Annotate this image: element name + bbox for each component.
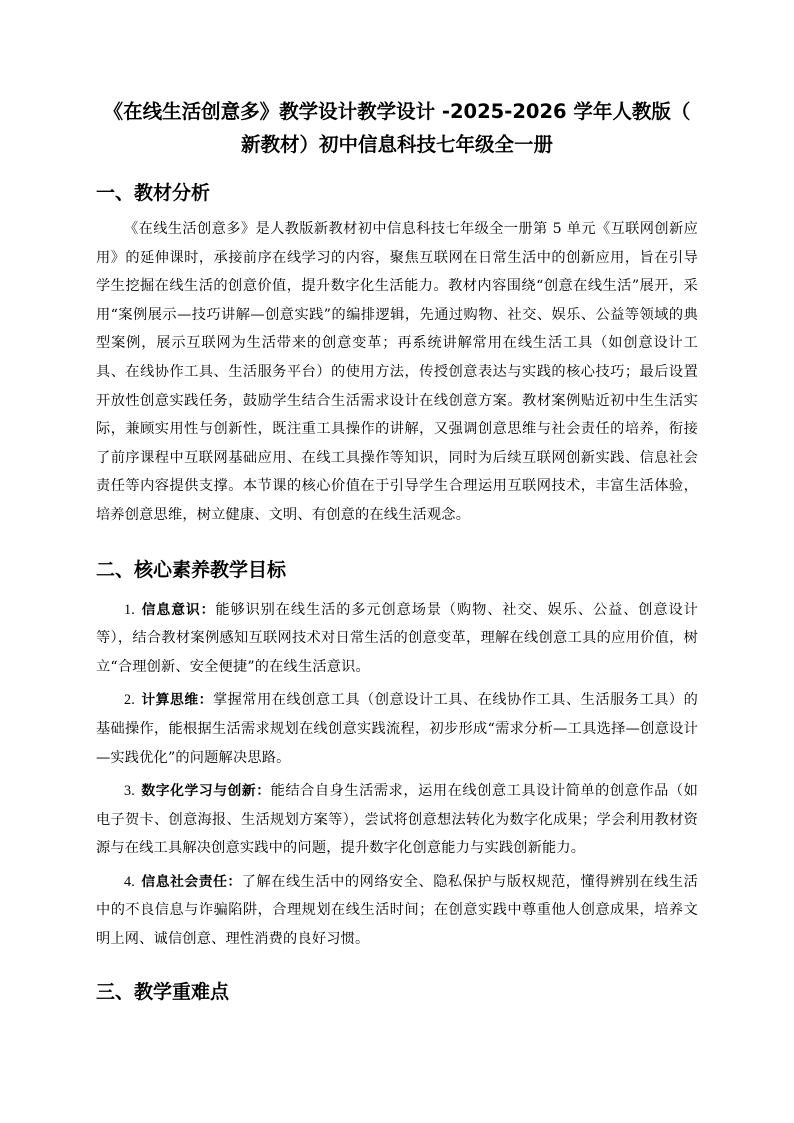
objective-text: 能够识别在线生活的多元创意场景（购物、社交、娱乐、公益、创意设计等），结合教材案例感知互联网技术对日常生活的创意变革，理解在线创意工具的应用价值，树立“合理创新、安全便捷”的在线生活意识。	[96, 601, 699, 675]
objective-item	[96, 777, 698, 863]
objective-number: 1.	[124, 601, 136, 618]
objective-number: 2.	[124, 692, 136, 709]
objective-label: 数字化学习与创新：	[141, 783, 271, 800]
document-title	[96, 95, 698, 161]
objective-label: 计算思维：	[141, 692, 213, 709]
title-line-1: 《在线生活创意多》教学设计教学设计 -2025-2026 学年人教版（	[103, 100, 691, 123]
objective-item	[96, 596, 698, 682]
textbook-analysis-paragraph: 《在线生活创意多》是人教版新教材初中信息科技七年级全一册第 5 单元《互联网创新应用》的延伸课时，承接前序在线学习的内容，聚焦互联网在日常生活中的创新应用，旨在引导学生挖掘在线生活的创意价值，提升数字化生活能力。教材内容围绕“创意在线生活”展开，采用“案例展示—技巧讲解—创意实践”的编排逻辑，先通过购物、社交、娱乐、公益等领域的典型案例，展示互联网为生活带来的创意变革；再系统讲解常用在线生活工具（如创意设计工具、在线协作工具、生活服务平台）的使用方法，传授创意表达与实践的核心技巧；最后设置开放性创意实践任务，鼓励学生结合生活需求设计在线创意方案。教材案例贴近初中生生活实际，兼顾实用性与创新性，既注重工具操作的讲解，又强调创意思维与社会责任的培养，衔接了前序课程中互联网基础应用、在线工具操作等知识，同时为后续互联网创新实践、信息社会责任等内容提供支撑。本节课的核心价值在于引导学生合理运用互联网技术，丰富生活体验，培养创意思维，树立健康、文明、有创意的在线生活观念。	[96, 221, 698, 523]
objective-text: 掌握常用在线创意工具（创意设计工具、在线协作工具、生活服务工具）的基础操作，能根据生活需求规划在线创意实践流程，初步形成“需求分析—工具选择—创意设计—实践优化”的问题解决思路。	[96, 692, 698, 766]
objective-item	[96, 868, 698, 954]
objective-number: 4.	[124, 873, 136, 890]
section-heading-key-difficulties: 三、教学重难点	[96, 980, 230, 1003]
objective-label: 信息意识：	[141, 601, 216, 618]
objective-text: 能结合自身生活需求，运用在线创意工具设计简单的创意作品（如电子贺卡、创意海报、生活规划方案等），尝试将创意想法转化为数字化成果；学会利用教材资源与在线工具解决创意实践中的问题，提升数字化创意能力与实践创新能力。	[96, 783, 698, 857]
title-line-2: 新教材）初中信息科技七年级全一册	[240, 133, 553, 156]
objective-text: 了解在线生活中的网络安全、隐私保护与版权规范，懂得辨别在线生活中的不良信息与诈骗陷阱，合理规划在线生活时间；在创意实践中尊重他人创意成果，培养文明上网、诚信创意、理性消费的良好习惯。	[96, 873, 699, 948]
objective-number: 3.	[124, 783, 136, 800]
section-heading-core-objectives: 二、核心素养教学目标	[96, 558, 287, 581]
objective-label: 信息社会责任：	[141, 873, 242, 890]
section-heading-textbook-analysis: 一、教材分析	[96, 182, 211, 204]
objective-item	[96, 686, 698, 772]
